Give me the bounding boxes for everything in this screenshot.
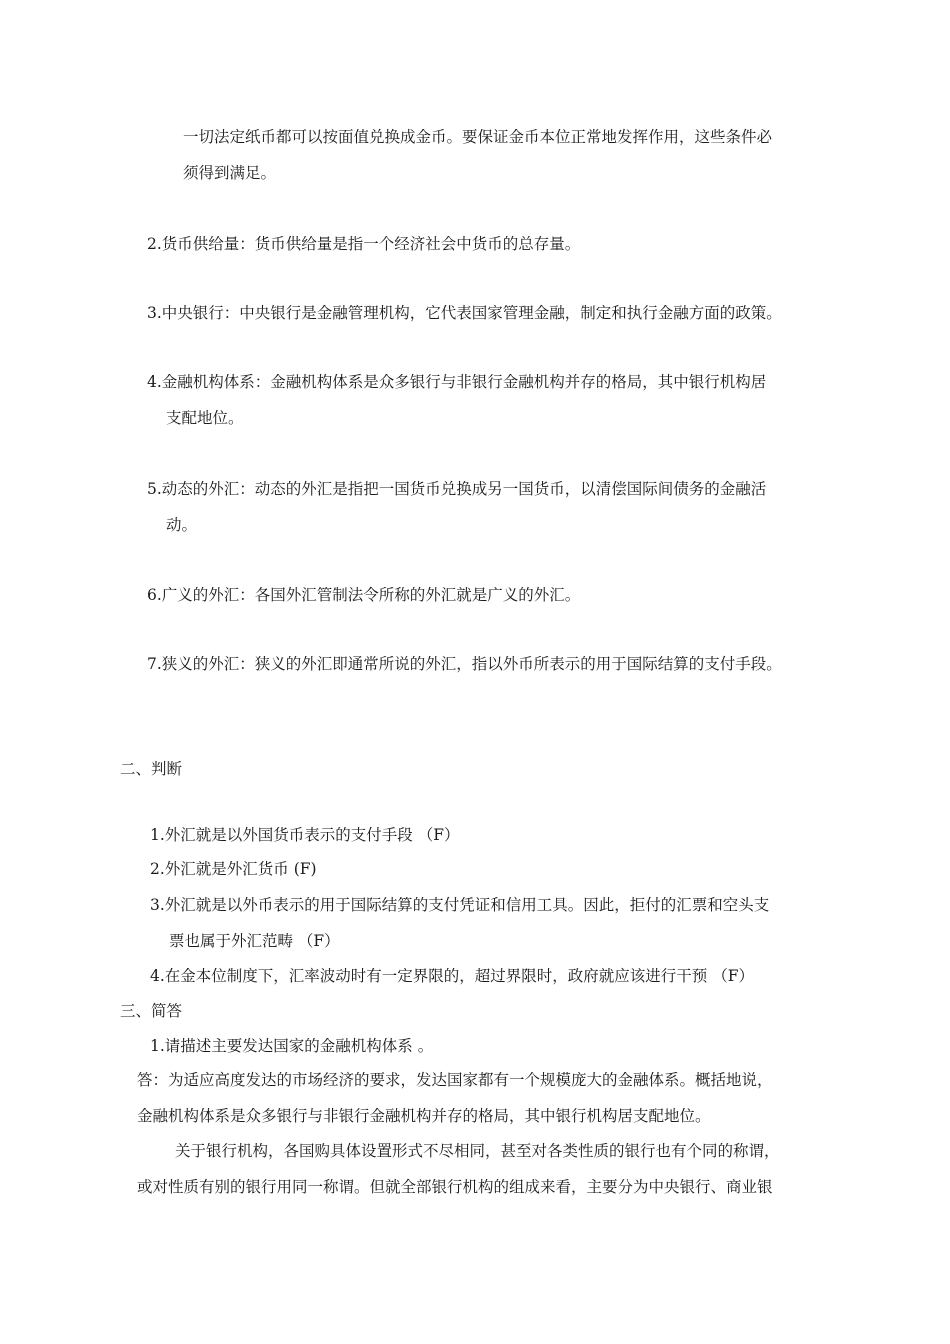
section-heading-short-answer: 三、简答	[120, 1002, 183, 1020]
definition-5-line1: 5.动态的外汇：动态的外汇是指把一国货币兑换成另一国货币，以清偿国际间债务的金融活	[147, 480, 767, 498]
answer-paragraph-2-line1: 关于银行机构，各国购具体设置形式不尽相同，甚至对各类性质的银行也有个同的称谓，	[175, 1142, 780, 1160]
judgment-item-3-line2: 票也属于外汇范畴 （F）	[169, 932, 340, 950]
definition-4-line2: 支配地位。	[166, 409, 244, 427]
judgment-item-1: 1.外汇就是以外国货币表示的支付手段 （F）	[150, 826, 460, 844]
judgment-item-2: 2.外汇就是外汇货币 (F)	[150, 860, 317, 878]
answer-paragraph-1-line2: 金融机构体系是众多银行与非银行金融机构并存的格局，其中银行机构居支配地位。	[137, 1107, 711, 1125]
definition-1-continuation-line1: 一切法定纸币都可以按面值兑换成金币。要保证金币本位正常地发挥作用，这些条件必	[183, 128, 773, 146]
definition-4-line1: 4.金融机构体系：金融机构体系是众多银行与非银行金融机构并存的格局，其中银行机构居	[147, 373, 767, 391]
answer-paragraph-1-line1: 答：为适应高度发达的市场经济的要求，发达国家都有一个规模庞大的金融体系。概括地说，	[137, 1071, 773, 1089]
judgment-item-4: 4.在金本位制度下，汇率波动时有一定界限的，超过界限时，政府就应该进行干预 （F）	[150, 967, 754, 985]
definition-2: 2.货币供给量：货币供给量是指一个经济社会中货币的总存量。	[147, 235, 581, 253]
answer-paragraph-2-line2: 或对性质有别的银行用同一称谓。但就全部银行机构的组成来看，主要分为中央银行、商业银	[137, 1178, 773, 1196]
definition-3: 3.中央银行：中央银行是金融管理机构，它代表国家管理金融，制定和执行金融方面的政策。	[147, 304, 782, 322]
short-answer-question: 1.请描述主要发达国家的金融机构体系 。	[150, 1037, 434, 1055]
definition-1-continuation-line2: 须得到满足。	[183, 164, 277, 182]
definition-6: 6.广义的外汇：各国外汇管制法令所称的外汇就是广义的外汇。	[147, 586, 581, 604]
definition-5-line2: 动。	[166, 516, 198, 534]
definition-7: 7.狭义的外汇：狭义的外汇即通常所说的外汇，指以外币所表示的用于国际结算的支付手段。	[147, 655, 782, 673]
judgment-item-3-line1: 3.外汇就是以外币表示的用于国际结算的支付凭证和信用工具。因此，拒付的汇票和空头支	[150, 896, 770, 914]
section-heading-judgment: 二、判断	[120, 760, 183, 778]
